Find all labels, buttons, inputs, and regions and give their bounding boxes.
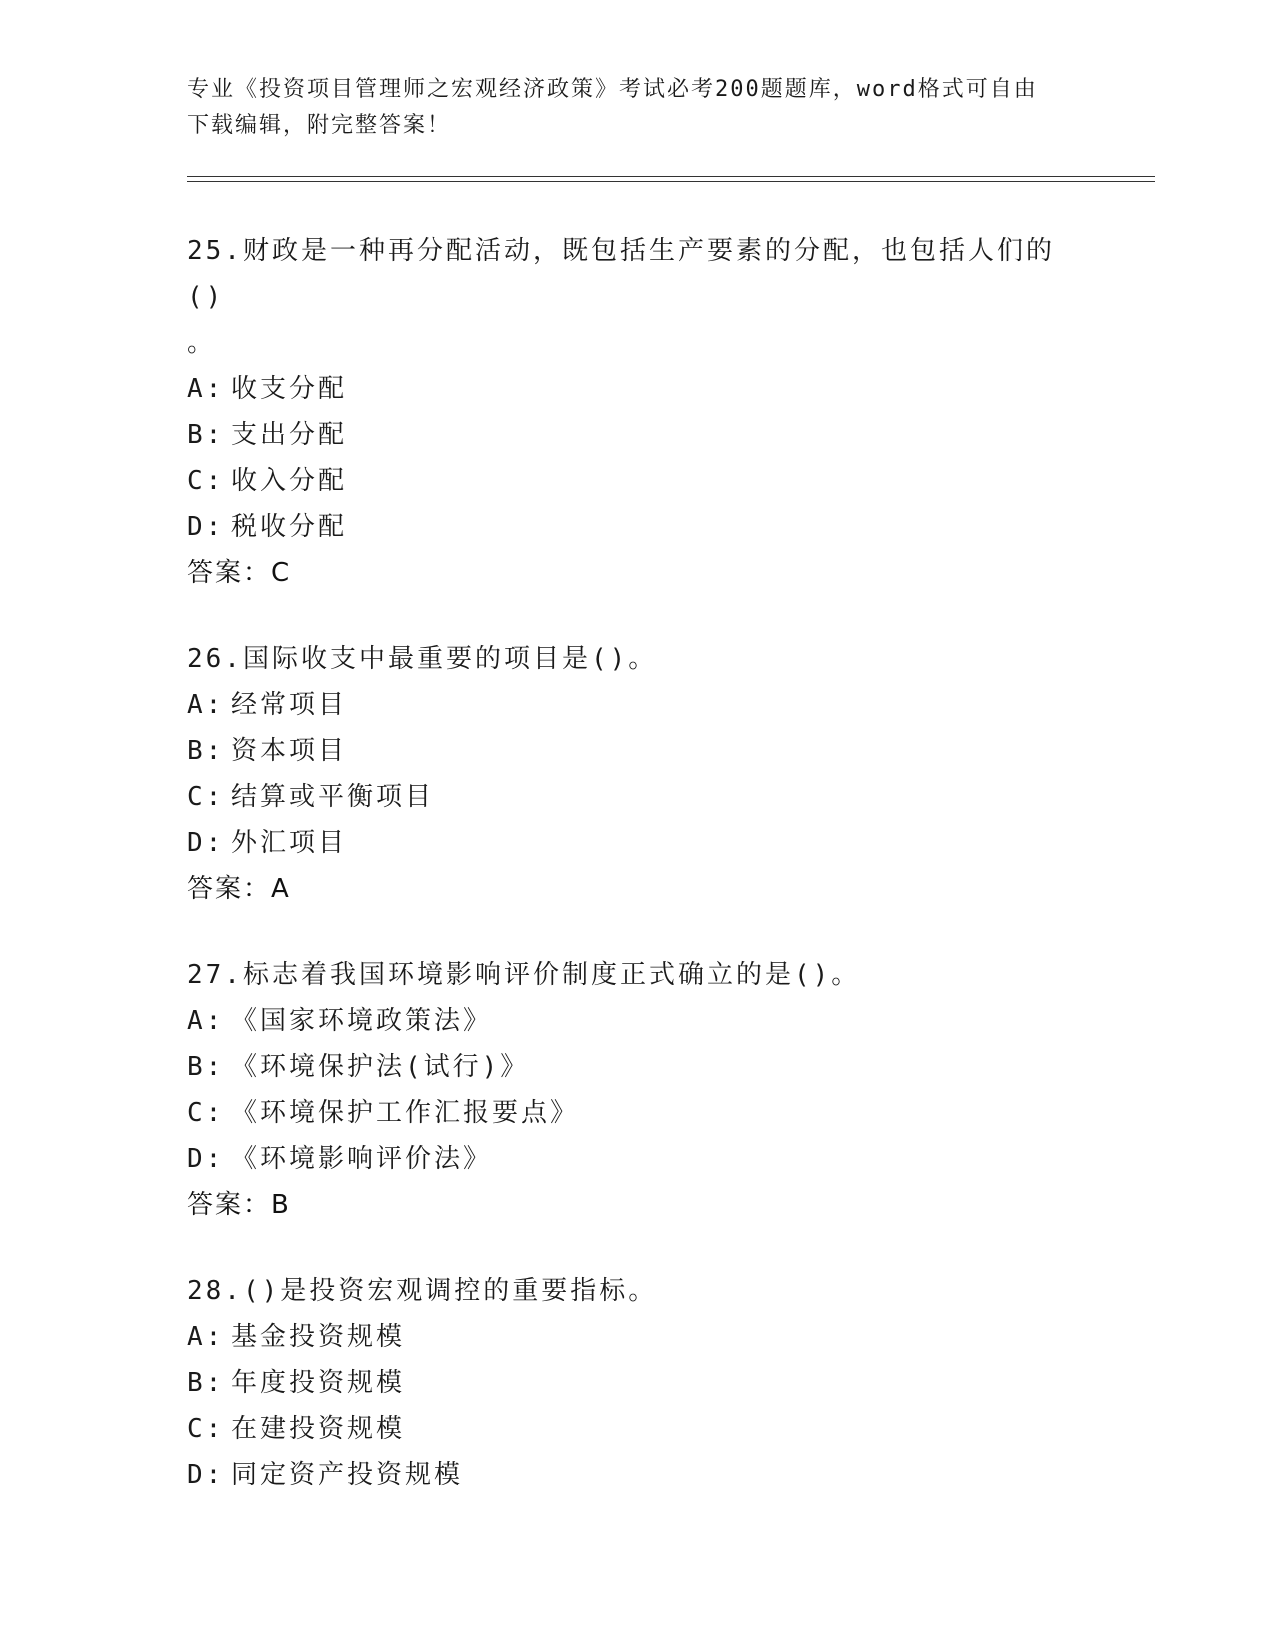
option-text: 《国家环境政策法》 — [231, 1006, 493, 1036]
question-stem: 25.财政是一种再分配活动，既包括生产要素的分配，也包括人们的() — [187, 236, 1055, 312]
option-c — [187, 774, 1087, 820]
option-letter: D: — [187, 512, 225, 542]
question-list — [187, 228, 1087, 1538]
option-c — [187, 1090, 1087, 1136]
answer-line: 答案：C — [187, 558, 292, 588]
option-letter: A: — [187, 374, 225, 404]
option-b — [187, 412, 1087, 458]
option-text: 《环境保护工作汇报要点》 — [231, 1098, 580, 1128]
option-text: 在建投资规模 — [231, 1414, 406, 1444]
option-b — [187, 1044, 1087, 1090]
option-letter: B: — [187, 1368, 225, 1398]
option-text: 年度投资规模 — [231, 1368, 406, 1398]
option-a — [187, 1314, 1087, 1360]
option-text: 资本项目 — [231, 736, 348, 766]
option-text: 经常项目 — [231, 690, 348, 720]
option-letter: C: — [187, 1098, 225, 1128]
option-text: 收入分配 — [231, 466, 348, 496]
option-letter: C: — [187, 782, 225, 812]
option-a — [187, 682, 1087, 728]
answer-line: 答案：B — [187, 1190, 291, 1220]
question-25 — [187, 228, 1087, 596]
option-d — [187, 1452, 1087, 1498]
question-stem-continuation: 。 — [187, 328, 217, 358]
option-b — [187, 728, 1087, 774]
header-divider — [187, 176, 1155, 182]
option-letter: A: — [187, 690, 225, 720]
option-c — [187, 458, 1087, 504]
option-letter: B: — [187, 736, 225, 766]
option-text: 税收分配 — [231, 512, 348, 542]
option-a — [187, 366, 1087, 412]
option-a — [187, 998, 1087, 1044]
option-text: 基金投资规模 — [231, 1322, 406, 1352]
document-header — [187, 72, 1087, 144]
question-stem: 28.()是投资宏观调控的重要指标。 — [187, 1276, 658, 1306]
option-letter: D: — [187, 1460, 225, 1490]
option-letter: B: — [187, 420, 225, 450]
option-text: 外汇项目 — [231, 828, 348, 858]
header-line-2: 下载编辑，附完整答案！ — [187, 113, 452, 138]
question-26 — [187, 636, 1087, 912]
option-letter: C: — [187, 466, 225, 496]
option-d — [187, 504, 1087, 550]
option-text: 同定资产投资规模 — [231, 1460, 464, 1490]
option-letter: D: — [187, 1144, 225, 1174]
question-27 — [187, 952, 1087, 1228]
option-d — [187, 1136, 1087, 1182]
option-b — [187, 1360, 1087, 1406]
option-text: 《环境保护法(试行)》 — [231, 1052, 530, 1082]
option-letter: C: — [187, 1414, 225, 1444]
option-d — [187, 820, 1087, 866]
option-letter: D: — [187, 828, 225, 858]
option-text: 收支分配 — [231, 374, 348, 404]
option-c — [187, 1406, 1087, 1452]
question-28 — [187, 1268, 1087, 1498]
answer-line: 答案：A — [187, 874, 291, 904]
question-stem: 27.标志着我国环境影响评价制度正式确立的是()。 — [187, 960, 861, 990]
option-letter: A: — [187, 1006, 225, 1036]
question-stem: 26.国际收支中最重要的项目是()。 — [187, 644, 658, 674]
option-text: 《环境影响评价法》 — [231, 1144, 493, 1174]
option-text: 结算或平衡项目 — [231, 782, 435, 812]
option-text: 支出分配 — [231, 420, 348, 450]
option-letter: A: — [187, 1322, 225, 1352]
option-letter: B: — [187, 1052, 225, 1082]
header-line-1: 专业《投资项目管理师之宏观经济政策》考试必考200题题库，word格式可自由 — [187, 77, 1038, 102]
